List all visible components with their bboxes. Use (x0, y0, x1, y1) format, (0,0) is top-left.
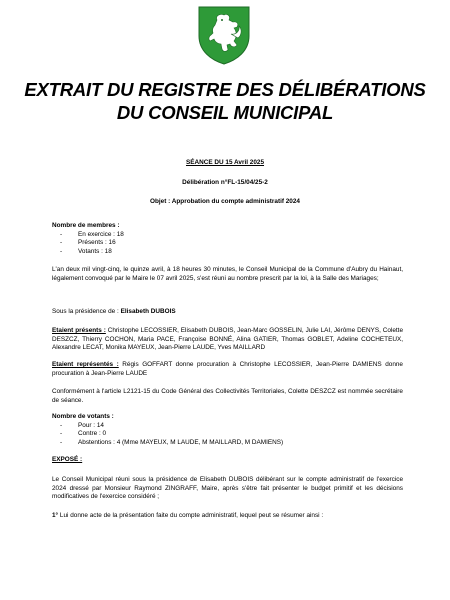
expose-paragraph-2 (52, 512, 403, 521)
expose-heading: EXPOSÉ : (52, 456, 83, 463)
presidence-line (52, 308, 403, 317)
secretary-paragraph: Conformément à l'article L2121-15 du Code Général des Collectivités Territoriales, Colette DESZCZ est nommée secrétaire de séance. (52, 388, 403, 404)
expose-paragraph-1: Le Conseil Municipal réuni sous la présidence de Elisabeth DUBOIS délibérant sur le compte administratif de l'exercice 2024 dressé par Monsieur Raymond ZINGRAFF, Maire, après s'être fait présenter le budget primitif et les décisions modificatives de l'exercice considéré ; (52, 476, 403, 501)
list-item: - Votants : 18 (60, 247, 112, 255)
deliberation-subject: Objet : Approbation du compte administratif 2024 (150, 198, 300, 205)
members-section (52, 222, 403, 256)
document-title-line-1: EXTRAIT DU REGISTRE DES DÉLIBÉRATIONS (24, 79, 426, 100)
presidence-prefix: Sous la présidence de : (52, 308, 121, 315)
votes-list (52, 422, 403, 448)
expose-item-text: Lui donne acte de la présentation faite du compte administratif, lequel peut se résumer ainsi : (58, 512, 324, 519)
members-label: Nombre de membres : (52, 222, 120, 229)
votes-label: Nombre de votants : (52, 413, 114, 420)
votes-section (52, 413, 403, 447)
list-item: - Abstentions : 4 (Mme MAYEUX, M LAUDE, M MAILLARD, M DAMIENS) (60, 438, 284, 446)
members-list (52, 231, 403, 257)
represented-text: Régis GOFFART donne procuration à Christophe LECOSSIER, Jean-Pierre DAMIENS donne procuration à Jean-Pierre LAUDE (52, 361, 403, 377)
presents-paragraph (52, 327, 403, 353)
list-item: - En exercice : 18 (60, 230, 124, 238)
represented-paragraph (52, 361, 403, 378)
president-name: Elisabeth DUBOIS (120, 308, 176, 315)
list-item: - Pour : 14 (60, 421, 104, 429)
presents-names: Christophe LECOSSIER, Elisabeth DUBOIS, Jean-Marc GOSSELIN, Julie LAI, Jérôme DENYS, Colette DESZCZ, Thierry COCHON, Maria PACE, Françoise BONNÉ, Alina GATIER, Thomas GOBLET, Adeline COCHETEUX, Alexandre LECAT, Monika MAYEUX, Jean-Pierre LAUDE, Yves MAILLARD (52, 327, 403, 352)
crest-icon (193, 4, 255, 66)
represented-label: Etaient représentés : (52, 361, 119, 368)
intro-paragraph: L'an deux mil vingt-cinq, le quinze avril, à 18 heures 30 minutes, le Conseil Municipal de la Commune d'Aubry du Hainaut, légalement convoqué par le Maire le 07 avril 2025, s'est réuni au nombre prescrit par la loi, à la Salle des Mariages; (52, 266, 403, 282)
list-item: - Présents : 16 (60, 239, 116, 247)
expose-item-number: 1° (52, 512, 59, 519)
document-title-line-2: DU CONSEIL MUNICIPAL (116, 102, 334, 123)
deliberation-number: Délibération n°FL-15/04/25-2 (182, 179, 268, 186)
list-item: - Contre : 0 (60, 430, 107, 438)
seance-date: SÉANCE DU 15 Avril 2025 (185, 159, 265, 166)
presents-label: Etaient présents : (52, 327, 106, 334)
